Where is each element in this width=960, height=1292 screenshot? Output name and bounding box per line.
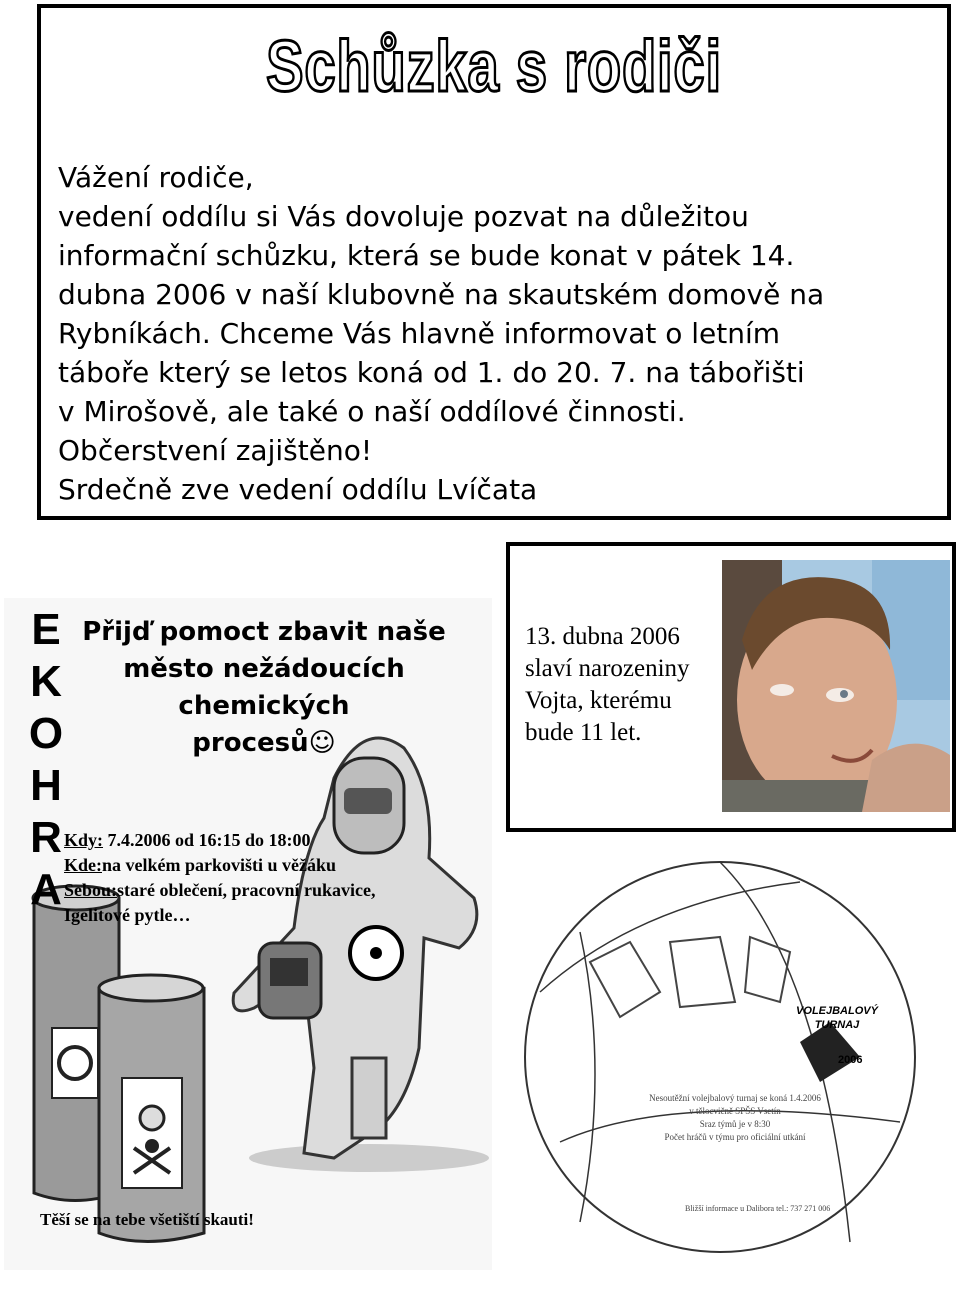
ekohra-letter: A: [30, 865, 62, 914]
detail-value: 7.4.2006 od 16:15 do 18:00: [103, 830, 311, 850]
letter-line: Občerstvení zajištěno!: [58, 434, 373, 467]
volleyball-info-line: Sraz týmů je v 8:30: [699, 1119, 771, 1129]
letter-line: Rybníkách. Chceme Vás hlavně informovat o letním: [58, 317, 781, 350]
volleyball-year: 2006: [838, 1054, 863, 1066]
detail-key: Kdy:: [64, 830, 104, 850]
volleyball-info-line: v tělocvičně SPŠS Vsetín: [689, 1106, 781, 1116]
volleyball-info-line: Počet hráčů v týmu pro oficiální utkání: [664, 1132, 806, 1142]
ekohra-headline: [44, 614, 484, 762]
ekohra-letter: O: [28, 709, 64, 758]
birthday-line: slaví narozeniny: [525, 655, 690, 682]
detail-line-bring-cont: [64, 903, 375, 928]
letter-line: informační schůzku, která se bude konat v pátek 14.: [58, 239, 795, 272]
letter-line: dubna 2006 v naší klubovně na skautském domově na: [58, 278, 825, 311]
birthday-line: bude 11 let.: [525, 719, 642, 746]
letter-line: v Mirošově, ale také o naší oddílové činnosti.: [58, 395, 686, 428]
ekohra-details: [64, 828, 375, 928]
detail-key: Kde:: [64, 855, 102, 875]
headline-line: město nežádoucích: [123, 654, 405, 684]
letter-line: Vážení rodiče,: [58, 161, 254, 194]
ekohra-letter: K: [30, 657, 62, 706]
detail-value: staré oblečení, pracovní rukavice,: [117, 880, 376, 900]
letter-line: táboře který se letos koná od 1. do 20. 7. na tábořišti: [58, 356, 805, 389]
detail-value: Igelitové pytle…: [64, 905, 191, 925]
headline-line: chemických: [178, 691, 350, 721]
ekohra-footer: Těší se na tebe všetiští skauti!: [40, 1210, 254, 1229]
headline-line: Přijď pomoct zbavit naše: [82, 617, 446, 647]
ekohra-letter: E: [31, 605, 61, 654]
birthday-text: [525, 621, 715, 749]
volleyball-title: VOLEJBALOVÝ TURNAJ: [796, 1005, 878, 1031]
letter-line: Srdečně zve vedení oddílu Lvíčata: [58, 473, 538, 506]
volleyball-info: [620, 1092, 850, 1144]
ekohra-flyer: [4, 598, 492, 1270]
ekohra-letter: R: [30, 813, 62, 862]
birthday-box: [506, 542, 956, 832]
birthday-line: Vojta, kterému: [525, 687, 672, 714]
detail-line-bring: [64, 878, 375, 903]
detail-line-where: [64, 853, 375, 878]
boy-portrait-image: [722, 560, 950, 812]
ekohra-letter: H: [30, 761, 62, 810]
birthday-line: 13. dubna 2006: [525, 623, 680, 650]
letter-line: vedení oddílu si Vás dovoluje pozvat na důležitou: [58, 200, 749, 233]
detail-key: Sebou:: [64, 880, 118, 900]
headline-line: procesů☺: [192, 728, 336, 758]
detail-value: na velkém parkovišti u věžáku: [102, 855, 337, 875]
volleyball-contact: Bližší informace u Dalibora tel.: 737 271 006: [685, 1204, 831, 1213]
page-title: Schůzka s rodiči: [266, 27, 722, 107]
volleyball-flyer: [520, 842, 920, 1272]
boy-photo: [722, 560, 950, 812]
detail-line-when: [64, 828, 375, 853]
invitation-box: [37, 4, 951, 520]
volleyball-info-line: Nesoutěžní volejbalový turnaj se koná 1.4.2006: [649, 1093, 821, 1103]
invitation-letter: [58, 158, 948, 509]
